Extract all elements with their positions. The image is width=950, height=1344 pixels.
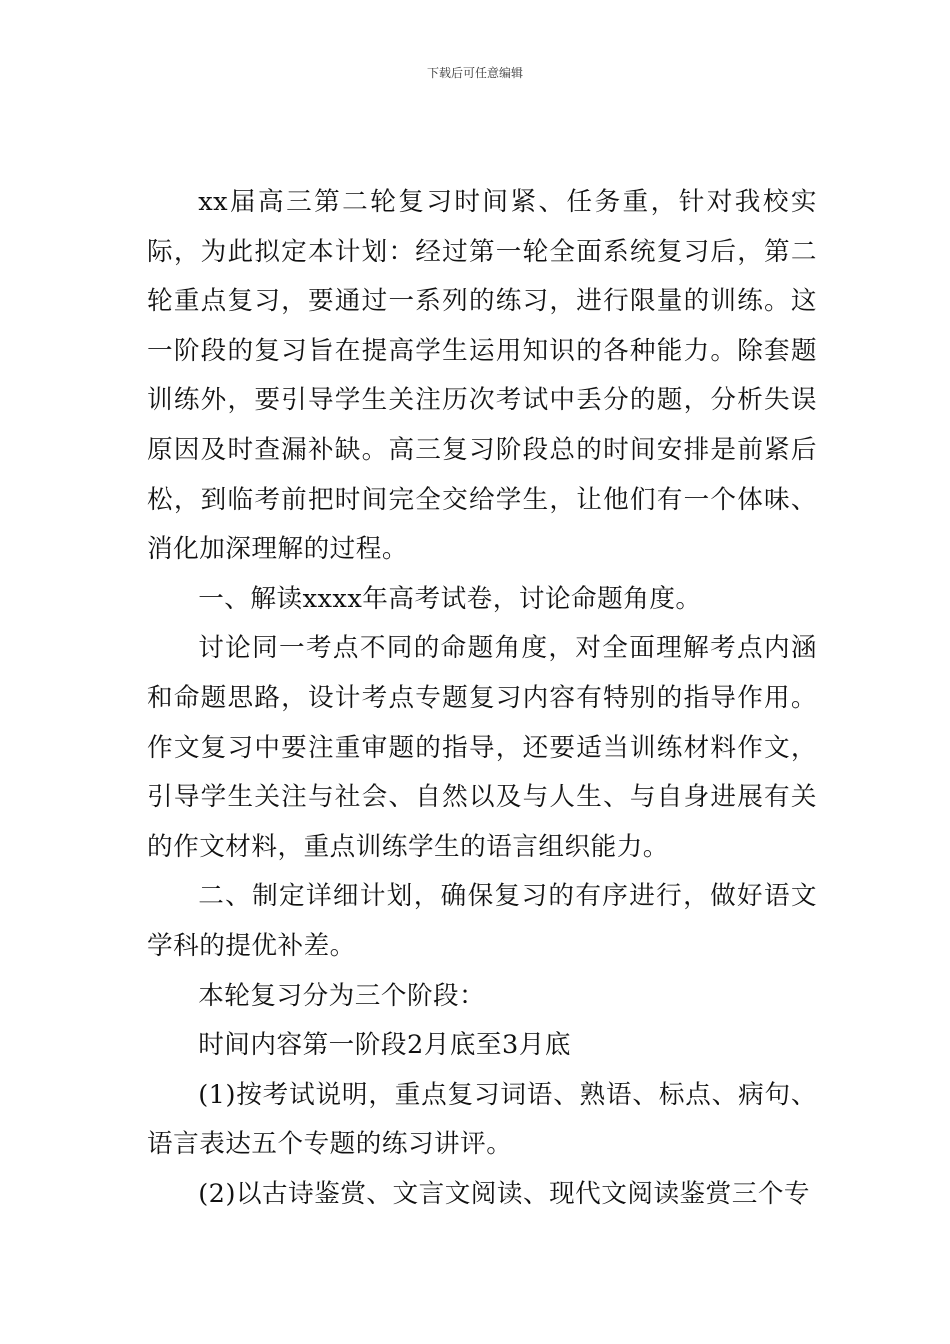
section-heading-2: 二、制定详细计划，确保复习的有序进行，做好语文学科的提优补差。 bbox=[147, 881, 817, 961]
paragraph-intro: xx届高三第二轮复习时间紧、任务重，针对我校实际，为此拟定本计划：经过第一轮全面系统复习后，第二轮重点复习，要通过一系列的练习，进行限量的训练。这一阶段的复习旨在提高学生运用知识的各种能力。除套题训练外，要引导学生关注历次考试中丢分的题，分析失误原因及时查漏补缺。高三复习阶段总的时间安排是前紧后松，到临考前把时间完全交给学生，让他们有一个体味、消化加深理解的过程。 bbox=[147, 187, 817, 565]
list-item-1: (1)按考试说明，重点复习词语、熟语、标点、病句、语言表达五个专题的练习讲评。 bbox=[147, 1079, 817, 1160]
list-item-2: (2)以古诗鉴赏、文言文阅读、现代文阅读鉴赏三个专 bbox=[198, 1178, 811, 1209]
paragraph-stage-1-time: 时间内容第一阶段2月底至3月底 bbox=[198, 1030, 571, 1061]
section-heading-1: 一、解读xxxx年高考试卷，讨论命题角度。 bbox=[198, 583, 702, 614]
document-body bbox=[147, 178, 817, 1219]
paragraph-section-1: 讨论同一考点不同的命题角度，对全面理解考点内涵和命题思路，设计考点专题复习内容有特别的指导作用。作文复习中要注重审题的指导，还要适当训练材料作文，引导学生关注与社会、自然以及与人生、与自身进展有关的作文材料，重点训练学生的语言组织能力。 bbox=[147, 633, 817, 862]
page-header-note: 下载后可任意编辑 bbox=[426, 66, 523, 80]
paragraph-stages: 本轮复习分为三个阶段： bbox=[198, 980, 486, 1011]
